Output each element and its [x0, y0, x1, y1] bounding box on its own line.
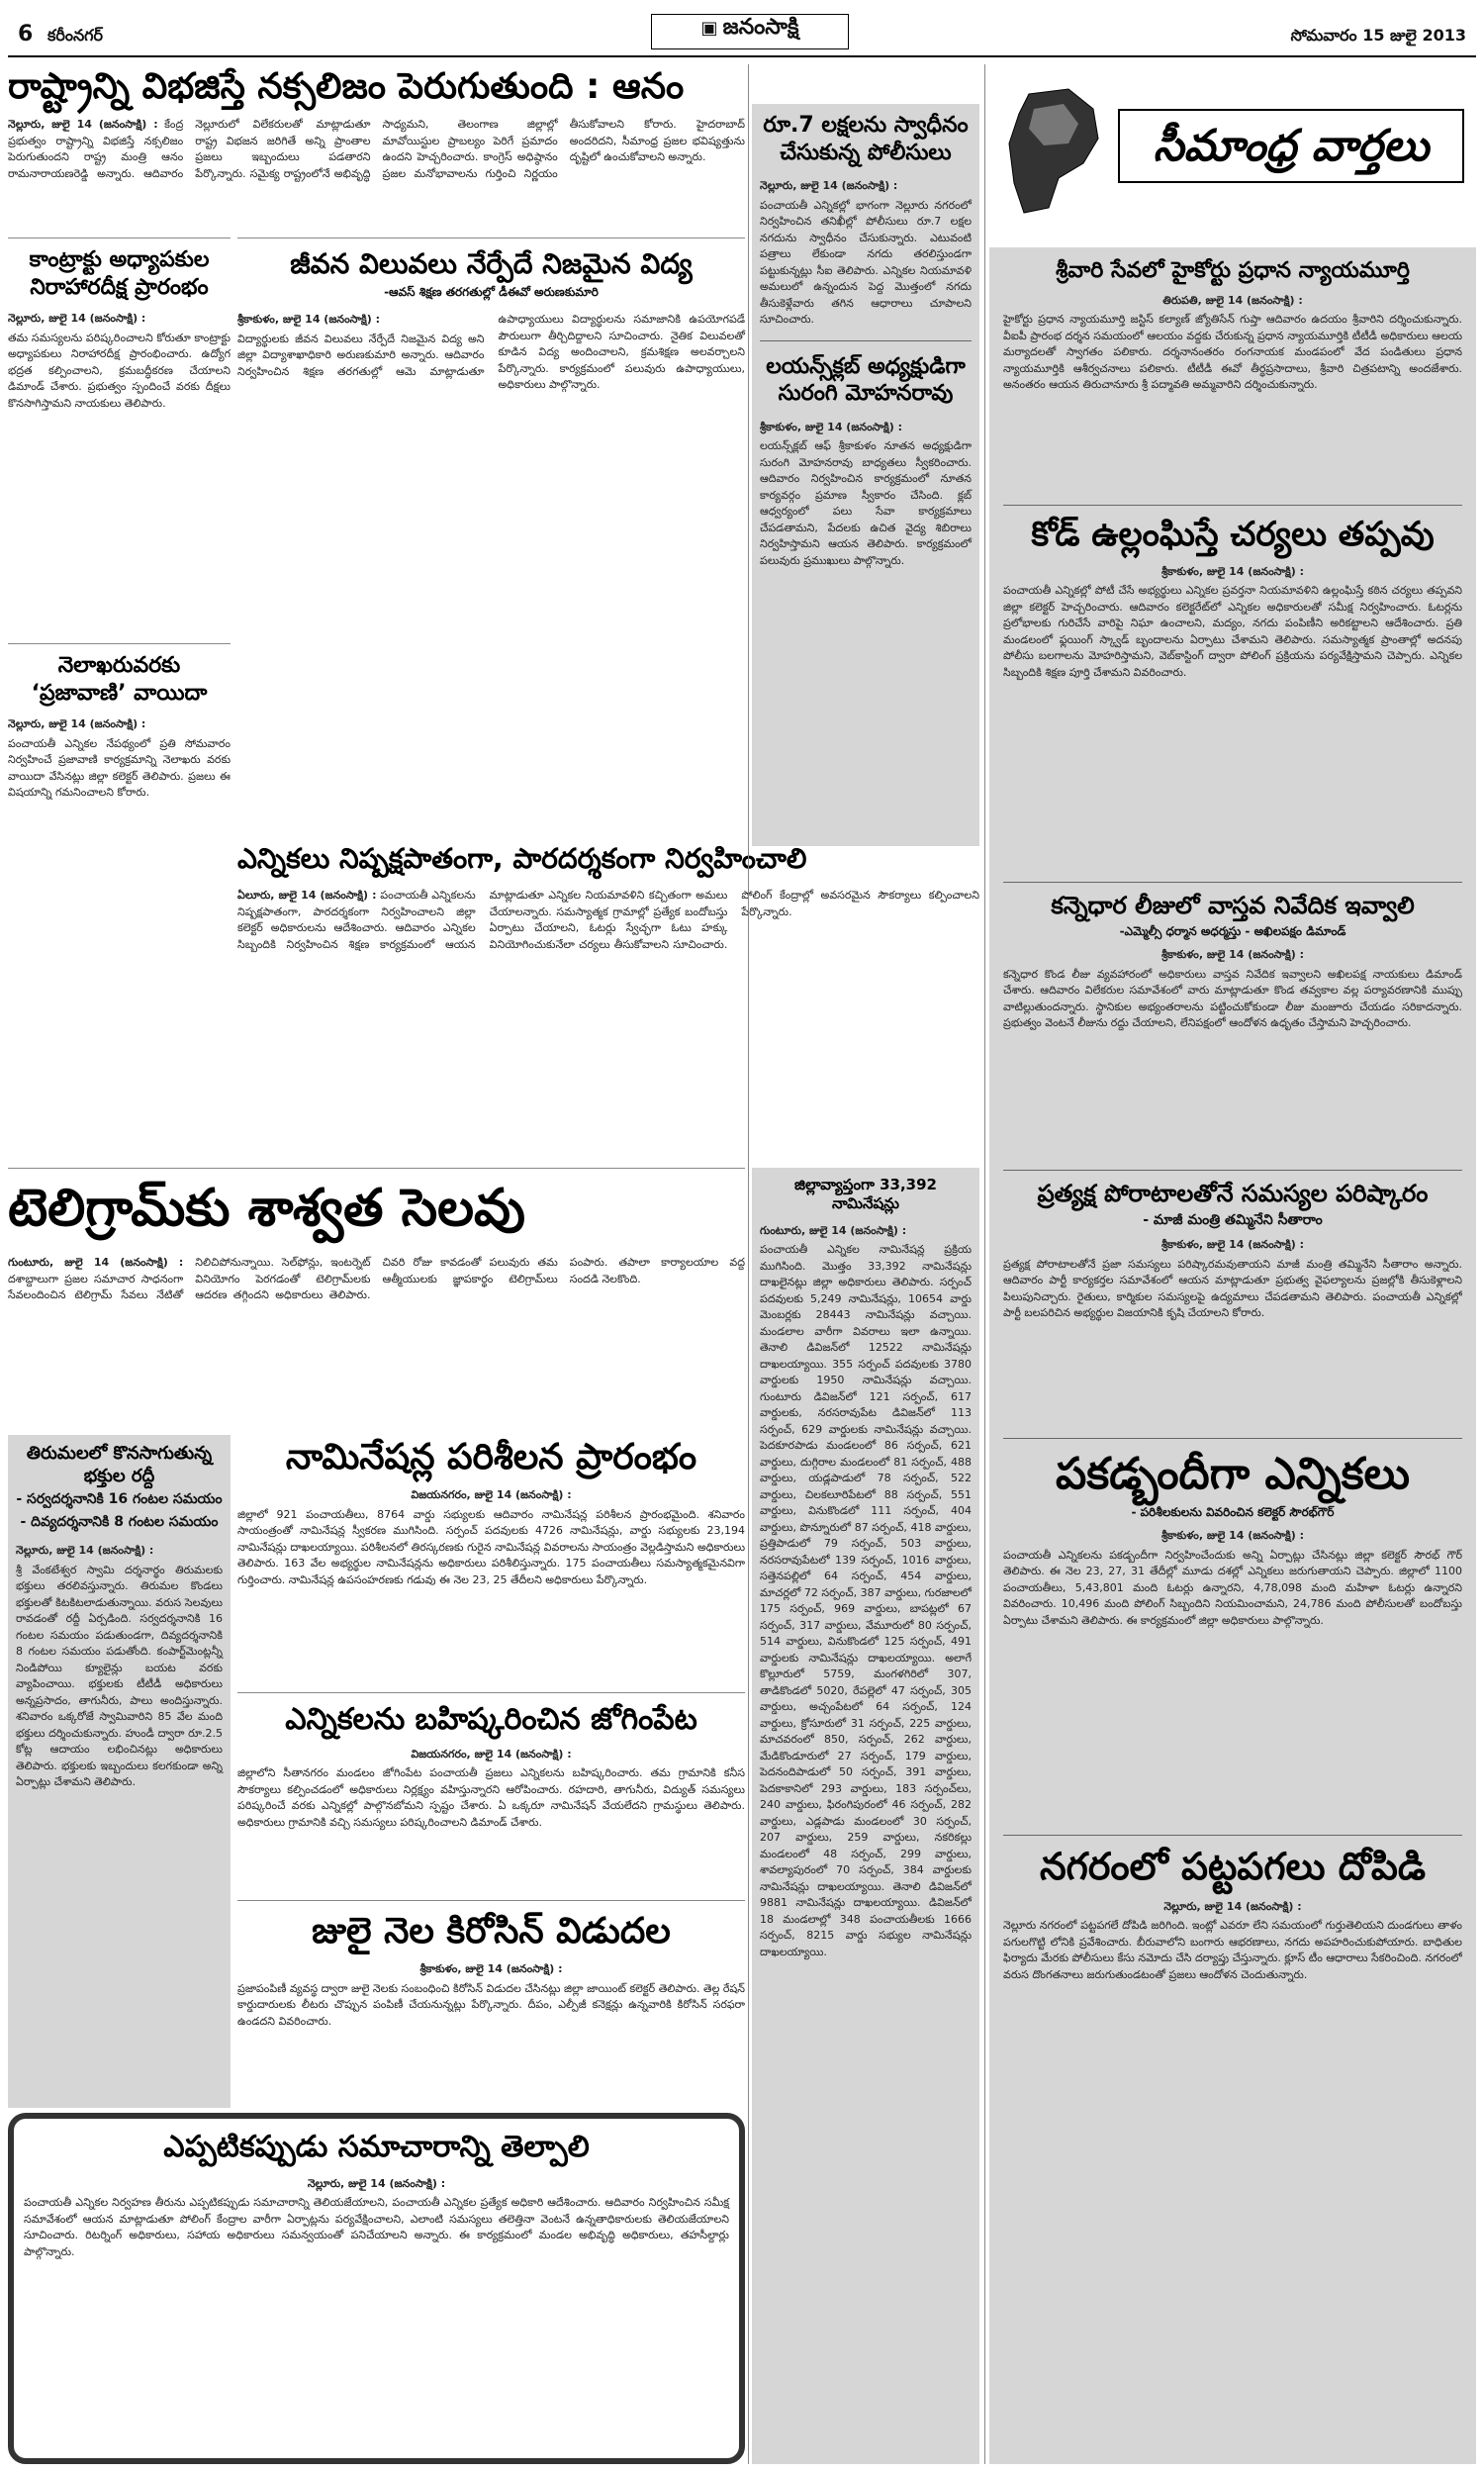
dateline: నెల్లూరు, జులై 14 (జనంసాక్షి) : — [1163, 1899, 1302, 1913]
headline: ఎన్నికలు నిష్పక్షపాతంగా, పారదర్శకంగా నిర్వహించాలి — [237, 842, 807, 875]
article-text: శ్రీ వేంకటేశ్వర స్వామి దర్శనార్థం తిరుమలకు భక్తులు తరలివస్తున్నారు. తిరుమల కొండలు భక్తులతో కిటకిటలాడుతున్నాయి. వరుస సెలవులు రావడంతో రద్దీ ఏర్పడింది. సర్వదర్శనానికి 16 గంటల సమయం పడుతుండగా, దివ్యదర్శనానికి 8 గంటల సమయం పడుతోంది. కంపార్ట్‌మెంట్లన్నీ నిండిపోయి క్యూలైన్లు బయట వరకు వ్యాపించాయి. భక్తులకు టీటీడీ అధికారులు అన్నప్రసాదం, తాగునీరు, పాలు అందిస్తున్నారు. శనివారం ఒక్కరోజే స్వామివారిని 85 వేల మంది భక్తులు దర్శించుకున్నారు. హుండీ ద్వారా రూ.2.5 కోట్ల ఆదాయం లభించినట్లు అధికారులు తెలిపారు. భక్తులకు ఇబ్బందులు కలగకుండా అన్ని ఏర్పాట్లు చేశామని తెలిపారు. — [16, 1563, 223, 1788]
dateline: తిరుపతి, జులై 14 (జనంసాక్షి) : — [1162, 293, 1303, 307]
article-body — [24, 2176, 729, 2261]
headline: టెలిగ్రామ్‌కు శాశ్వత సెలవు — [8, 1179, 525, 1238]
article-tight-elections — [1003, 1439, 1462, 1835]
subheadline-1: - సర్వదర్శనానికి 16 గంటల సమయం — [16, 1491, 223, 1507]
subheadline: -ఆవస్ శిక్షణ తరగతుల్లో డీఈవో అరుణకుమారి — [384, 285, 599, 299]
article-direct-struggles — [1003, 1171, 1462, 1438]
column-divider — [984, 64, 985, 2464]
article-body — [237, 1961, 745, 2030]
masthead — [651, 14, 849, 49]
headline: పకడ్బందీగా ఎన్నికలు — [1055, 1449, 1411, 1499]
headline: జులై నెల కిరోసిన్ విడుదల — [312, 1911, 671, 1951]
article-prajavani — [8, 643, 231, 891]
article-text: జిల్లాలో 921 పంచాయతీలు, 8764 వార్డు సభ్యులకు ఆదివారం నామినేషన్ల పరిశీలన ప్రారంభమైంది. శనివారం సాయంత్రంతో నామినేషన్ల స్వీకరణ ముగిసింది. సర్పంచ్ పదవులకు 4726 నామినేషన్లు, వార్డు సభ్యులకు 23,194 నామినేషన్లు దాఖలయ్యాయి. పరిశీలనలో తిరస్కరణకు గురైన నామినేషన్ల వివరాలను సాయంత్రం వెల్లడిస్తామని అధికారులు తెలిపారు. 163 వేల అభ్యర్థుల నామినేషన్లను అధికారులు పరిశీలిస్తున్నారు. 175 పంచాయతీలు సమస్యాత్మకమైనవిగా గుర్తించారు. నామినేషన్ల ఉపసంహరణకు గడువు ఈ నెల 23, 25 తేదీలని అధికారులు పేర్కొన్నారు. — [237, 1507, 745, 1586]
masthead-title: జనంసాక్షి — [722, 15, 799, 40]
dateline: గుంటూరు, జులై 14 (జనంసాక్షి) : — [8, 1256, 184, 1269]
dateline: నెల్లూరు, జులై 14 (జనంసాక్షి) : — [8, 118, 158, 131]
article-contract-lecturers — [8, 238, 231, 633]
headline: కాంట్రాక్టు అధ్యాపకుల నిరాహారదీక్ష ప్రారంభం — [29, 247, 210, 300]
article-kerosene — [237, 1900, 745, 2098]
article-telegram — [8, 1168, 745, 1415]
article-body — [8, 1255, 745, 1304]
headline: నామినేషన్ల పరిశీలన ప్రారంభం — [285, 1437, 697, 1477]
article-daylight-robbery — [1003, 1836, 1462, 2152]
dateline: నెల్లూరు, జులై 14 (జనంసాక్షి) : — [8, 312, 146, 325]
headline: జీవన విలువలు నేర్పేదే నిజమైన విద్య — [290, 247, 693, 280]
article-body — [1003, 293, 1462, 394]
article-text: తమ సమస్యలను పరిష్కరించాలని కోరుతూ కాంట్రాక్టు అధ్యాపకులు నిరాహారదీక్ష ప్రారంభించారు. ఉద్యోగ భద్రత కల్పించాలని, క్రమబద్ధీకరణ చేయాలని డిమాండ్ చేశారు. ప్రభుత్వం స్పందించే వరకు దీక్షలు కొనసాగిస్తామని నాయకులు తెలిపారు. — [8, 331, 231, 410]
dateline: నెల్లూరు, జులై 14 (జనంసాక్షి) : — [8, 717, 146, 730]
article-high-court-cj — [1003, 257, 1462, 505]
map-shape — [999, 84, 1108, 223]
article-text: పంచాయతీ ఎన్నికల నేపథ్యంలో ప్రతి సోమవారం నిర్వహించే ప్రజావాణి కార్యక్రమాన్ని నెలాఖరు వరకు వాయిదా వేసినట్లు జిల్లా కలెక్టర్ తెలిపారు. ప్రజలు ఈ విషయాన్ని గమనించాలని కోరారు. — [8, 736, 231, 799]
headline: శ్రీవారి సేవలో హైకోర్టు ప్రధాన న్యాయమూర్తి — [1056, 258, 1410, 283]
headline: జిల్లావ్యాప్తంగా 33,392 నామినేషన్లు — [794, 1176, 937, 1212]
headline: తిరుమలలో కొనసాగుతున్న భక్తుల రద్దీ — [26, 1443, 213, 1486]
article-text: పంచాయతీ ఎన్నికలను పకడ్బందీగా నిర్వహించేందుకు అన్ని ఏర్పాట్లు చేసినట్లు జిల్లా కలెక్టర్ సౌరభ్ గౌర్ తెలిపారు. ఈ నెల 23, 27, 31 తేదీల్లో మూడు దశల్లో ఎన్నికలు జరుగుతాయని చెప్పారు. జిల్లాలో 1100 పంచాయతీలు, 5,43,801 మంది ఓటర్లు ఉన్నారని, 4,78,098 మంది మహిళా ఓటర్లు ఉన్నారని వివరించారు. 10,496 మంది పోలింగ్ సిబ్బందిని నియమించామని, 24,786 మంది పోలీసులతో బందోబస్తు ఏర్పాటు చేశామని తెలిపారు. ఈ కార్యక్రమంలో జిల్లా అధికారులు పాల్గొన్నారు. — [1003, 1548, 1462, 1627]
article-naxalism — [8, 64, 745, 228]
article-police-seize — [752, 104, 979, 846]
article-body — [1003, 1899, 1462, 1984]
dateline: శ్రీకాకుళం, జులై 14 (జనంసాక్షి) : — [1160, 1529, 1304, 1542]
article-body — [237, 312, 745, 394]
ap-map-icon — [999, 84, 1108, 223]
article-life-values — [237, 238, 745, 831]
article-text: పంచాయతీ ఎన్నికలను నిష్పక్షపాతంగా, పారదర్శకంగా నిర్వహించాలని జిల్లా కలెక్టర్ అధికారులను ఆదేశించారు. ఆదివారం ఎన్నికల సిబ్బందికి నిర్వహించిన శిక్షణ కార్యక్రమంలో ఆయన మాట్లాడుతూ ఎన్నికల నియమావళిని కచ్చితంగా అమలు చేయాలన్నారు. సమస్యాత్మక గ్రామాల్లో ప్రత్యేక బందోబస్తు ఏర్పాటు చేయాలని, ఓటర్లు స్వేచ్ఛగా ఓటు హక్కు వినియోగించుకునేలా చర్యలు తీసుకోవాలని సూచించారు. పోలింగ్ కేంద్రాల్లో అవసరమైన సౌకర్యాలు కల్పించాలని పేర్కొన్నారు. — [237, 889, 979, 951]
headline: రూ.7 లక్షలను స్వాధీనం చేసుకున్న పోలీసులు — [763, 113, 969, 165]
headline: ఎన్నికలను బహిష్కరించిన జోగింపేట — [285, 1702, 697, 1737]
subheadline: -ఎమ్మెల్సీ ధర్మాన అధర్మస్తు - అఖిలపక్షం డిమాండ్ — [1119, 924, 1346, 938]
article-text: పంచాయతీ ఎన్నికల్లో పోటీ చేసే అభ్యర్థులు ఎన్నికల ప్రవర్తనా నియమావళిని ఉల్లంఘిస్తే కఠిన చర్యలు తప్పవని జిల్లా కలెక్టర్ హెచ్చరించారు. ఆదివారం కలెక్టరేట్‌లో ఎన్నికల అధికారులతో సమీక్ష నిర్వహించారు. ఓటర్లను ప్రలోభాలకు గురిచేసే వారిపై నిఘా ఉంచాలని, మద్యం, నగదు పంపిణీని అరికట్టాలని ఆదేశించారు. ప్రతి మండలంలో ఫ్లయింగ్ స్క్వాడ్ బృందాలను ఏర్పాటు చేశామని తెలిపారు. సమస్యాత్మక ప్రాంతాల్లో అదనపు పోలీసు బలగాలను మోహరిస్తామని, వెబ్‌కాస్టింగ్ ద్వారా పోలింగ్ ప్రక్రియను పర్యవేక్షిస్తామని చెప్పారు. ఎన్నికల సిబ్బందికి శిక్షణ పూర్తి చేశామని వివరించారు. — [1003, 584, 1462, 679]
dateline: నెల్లూరు, జులై 14 (జనంసాక్షి) : — [307, 2176, 446, 2190]
article-text: నెల్లూరు నగరంలో పట్టపగలే దోపిడి జరిగింది. ఇంట్లో ఎవరూ లేని సమయంలో గుర్తుతెలియని దుండగులు తాళం పగులగొట్టి లోనికి ప్రవేశించారు. బీరువాలోని బంగారు ఆభరణాలు, నగదు అపహరించుకుపోయారు. బాధితుల ఫిర్యాదు మేరకు పోలీసులు కేసు నమోదు చేసి దర్యాప్తు చేస్తున్నారు. క్లూస్ టీం ఆధారాలు సేకరించింది. నగరంలో వరుస దొంగతనాలు జరుగుతుండటంతో ప్రజలు ఆందోళన చెందుతున్నారు. — [1003, 1919, 1462, 1981]
article-text: ప్రజాపంపిణీ వ్యవస్థ ద్వారా జులై నెలకు సంబంధించి కిరోసిన్ విడుదల చేసినట్లు జిల్లా జాయింట్ కలెక్టర్ తెలిపారు. తెల్ల రేషన్ కార్డుదారులకు లీటరు చొప్పున పంపిణీ చేయనున్నట్లు పేర్కొన్నారు. దీపం, ఎల్పీజీ కనెక్షన్లు ఉన్నవారికి కిరోసిన్ సరఫరా ఉండదని వివరించారు. — [237, 1981, 745, 2028]
article-body — [8, 311, 231, 412]
subheadline-2: - దివ్యదర్శనానికి 8 గంటల సమయం — [20, 1514, 219, 1530]
article-code-violation — [1003, 506, 1462, 882]
article-body — [8, 716, 231, 802]
dateline: నెల్లూరు, జులై 14 (జనంసాక్షి) : — [760, 179, 898, 192]
article-fair-elections — [237, 841, 979, 1158]
dateline: నెల్లూరు, జులై 14 (జనంసాక్షి) : — [16, 1544, 154, 1557]
article-body — [760, 178, 972, 329]
section-title: సీమాంధ్ర వార్తలు — [1118, 109, 1464, 183]
article-body — [1003, 564, 1462, 682]
dateline: విజయనగరం, జులై 14 (జనంసాక్షి) : — [411, 1747, 572, 1760]
page-header — [8, 8, 1476, 57]
article-kannedhara-lease — [1003, 883, 1462, 1170]
dateline: శ్రీకాకుళం, జులై 14 (జనంసాక్షి) : — [1160, 1238, 1304, 1251]
article-text: హైకోర్టు ప్రధాన న్యాయమూర్తి జస్టిస్ కల్యాణ్ జ్యోతిసేన్ గుప్తా ఆదివారం ఉదయం శ్రీవారిని దర్శించుకున్నారు. వీఐపీ ప్రారంభ దర్శన సమయంలో ఆలయం వద్దకు చేరుకున్న ప్రధాన న్యాయమూర్తికి టీటీడీ అధికారులు ఆలయ మర్యాదలతో స్వాగతం పలికారు. దర్శనానంతరం రంగనాయక మండపంలో వేద పండితులు ప్రధాన న్యాయమూర్తికి ఆశీర్వచనాలు పలికారు. టీటీడీ ఈవో తీర్థప్రసాదాలు, శ్రీవారి చిత్రపటాన్ని అందజేశారు. అనంతరం ఆయన తిరుచానూరు శ్రీ పద్మావతి అమ్మవారిని దర్శించుకున్నారు. — [1003, 313, 1462, 391]
article-text: కేంద్ర ప్రభుత్వం రాష్ట్రాన్ని విభజిస్తే నక్సలిజం పెరుగుతుందని రాష్ట్ర మంత్రి ఆనం రామనారాయణరెడ్డి అన్నారు. ఆదివారం నెల్లూరులో విలేకరులతో మాట్లాడుతూ రాష్ట్ర విభజన జరిగితే అన్ని ప్రాంతాల ప్రజలు ఇబ్బందులు పడతారని పేర్కొన్నారు. సమైక్య రాష్ట్రంలోనే అభివృద్ధి సాధ్యమని, తెలంగాణ జిల్లాల్లో మావోయిస్టుల ప్రాబల్యం పెరిగే ప్రమాదం ఉందని హెచ్చరించారు. కాంగ్రెస్ అధిష్ఠానం ప్రజల మనోభావాలను గుర్తించి నిర్ణయం తీసుకోవాలని కోరారు. హైదరాబాద్ అందరిదని, సీమాంధ్ర ప్రజల భవిష్యత్తును దృష్టిలో ఉంచుకోవాలని అన్నారు. — [8, 118, 745, 180]
dateline: ఏలూరు, జులై 14 (జనంసాక్షి) : — [237, 889, 377, 902]
article-text: దశాబ్దాలుగా ప్రజల సమాచార సాధనంగా సేవలందించిన టెలిగ్రామ్ సేవలు నేటితో నిలిచిపోనున్నాయి. సెల్‌ఫోన్లు, ఇంటర్నెట్ వినియోగం పెరగడంతో టెలిగ్రామ్‌లకు ఆదరణ తగ్గిందని అధికారులు తెలిపారు. చివరి రోజు కావడంతో పలువురు తమ ఆత్మీయులకు జ్ఞాపకార్థం టెలిగ్రామ్‌లు పంపారు. తపాలా కార్యాలయాల వద్ద సందడి నెలకొంది. — [8, 1256, 745, 1301]
dateline: గుంటూరు, జులై 14 (జనంసాక్షి) : — [760, 1223, 907, 1237]
article-text: లయన్స్‌క్లబ్ ఆఫ్ శ్రీకాకుళం నూతన అధ్యక్షుడిగా సురంగి మోహనరావు బాధ్యతలు స్వీకరించారు. ఆదివారం నిర్వహించిన కార్యక్రమంలో నూతన కార్యవర్గం ప్రమాణ స్వీకారం చేసింది. క్లబ్ ఆధ్వర్యంలో పలు సేవా కార్యక్రమాలు చేపడతామని, పేదలకు ఉచిత వైద్య శిబిరాలు నిర్వహిస్తామని ఆయన తెలిపారు. కార్యక్రమంలో పలువురు ప్రముఖులు పాల్గొన్నారు. — [760, 439, 972, 567]
page-number: 6 — [18, 22, 34, 47]
article-text: పంచాయతీ ఎన్నికల్లో భాగంగా నెల్లూరు నగరంలో నిర్వహించిన తనిఖీల్లో పోలీసులు రూ.7 లక్షల నగదును స్వాధీనం చేసుకున్నారు. ఎటువంటి పత్రాలు లేకుండా నగదు తరలిస్తుండగా పట్టుకున్నట్లు సీఐ తెలిపారు. ఎన్నికల నియమావళి అమలులో ఉన్నందున పెద్ద మొత్తంలో నగదు తీసుకెళ్లేవారు తగిన ఆధారాలు చూపాలని సూచించారు. — [760, 198, 972, 326]
article-text: కన్నెధార కొండ లీజు వ్యవహారంలో అధికారులు వాస్తవ నివేదిక ఇవ్వాలని అఖిలపక్ష నాయకులు డిమాండ్ చేశారు. ఆదివారం విలేకరుల సమావేశంలో వారు మాట్లాడుతూ కొండ తవ్వకాల వల్ల పర్యావరణానికి ముప్పు వాటిల్లుతుందన్నారు. స్థానికుల అభ్యంతరాలను పట్టించుకోకుండా లీజు మంజూరు చేయడం సరికాదన్నారు. ప్రభుత్వం వెంటనే లీజును రద్దు చేయాలని, లేనిపక్షంలో ఆందోళన ఉధృతం చేస్తామని హెచ్చరించారు. — [1003, 967, 1462, 1029]
article-text: విద్యార్థులకు జీవన విలువలు నేర్పేదే నిజమైన విద్య అని జిల్లా విద్యాశాఖాధికారి అరుణకుమారి అన్నారు. ఆదివారం నిర్వహించిన శిక్షణ తరగతుల్లో ఆమె మాట్లాడుతూ ఉపాధ్యాయులు విద్యార్థులను సమాజానికి ఉపయోగపడే పౌరులుగా తీర్చిదిద్దాలని సూచించారు. నైతిక విలువలతో కూడిన విద్య అందించాలని, క్రమశిక్షణ అలవర్చాలని పేర్కొన్నారు. కార్యక్రమంలో పలువురు ఉపాధ్యాయులు, అధికారులు పాల్గొన్నారు. — [237, 313, 745, 391]
headline: ప్రత్యక్ష పోరాటాలతోనే సమస్యల పరిష్కారం — [1037, 1180, 1429, 1207]
dateline: విజయనగరం, జులై 14 (జనంసాక్షి) : — [411, 1488, 572, 1501]
article-body — [760, 420, 972, 570]
article-body — [237, 1487, 745, 1588]
article-nominations-33392 — [752, 1168, 979, 2464]
headline: నెలాఖరువరకు ‘ప్రజావాణి’ వాయిదా — [31, 653, 208, 706]
subheadline: - మాజీ మంత్రి తమ్మినేని సీతారాం — [1143, 1212, 1323, 1228]
column-divider — [748, 64, 749, 2464]
headline-lions: లయన్స్‌క్లబ్ అధ్యక్షుడిగా సురంగి మోహనరావు — [766, 353, 966, 406]
masthead-logo-icon: ▣ — [700, 18, 718, 39]
dateline: శ్రీకాకుళం, జులై 14 (జనంసాక్షి) : — [419, 1962, 563, 1975]
article-body — [237, 1747, 745, 1832]
article-text: పంచాయతీ ఎన్నికల నామినేషన్ల ప్రక్రియ ముగిసింది. మొత్తం 33,392 నామినేషన్లు దాఖలైనట్లు జిల్లా అధికారులు తెలిపారు. సర్పంచ్ పదవులకు 5,249 నామినేషన్లు, 10654 వార్డు మెంబర్లకు 28443 నామినేషన్లు వచ్చాయి. మండలాల వారీగా వివరాలు ఇలా ఉన్నాయి. తెనాలి డివిజన్‌లో 12522 నామినేషన్లు దాఖలయ్యాయి. 355 సర్పంచ్ పదవులకు 3780 వార్డులకు 1950 నామినేషన్లు వచ్చాయి. గుంటూరు డివిజన్‌లో 121 సర్పంచ్, 617 వార్డులకు, నరసరావుపేట డివిజన్‌లో 113 సర్పంచ్, 629 వార్డులకు నామినేషన్లు వచ్చాయి. పెదకూరపాడు మండలంలో 86 సర్పంచ్, 621 వార్డులు, దుగ్గిరాల మండలంలో 81 సర్పంచ్, 488 వార్డులు, యడ్లపాడులో 78 సర్పంచ్, 522 వార్డులు, చిలకలూరిపేటలో 88 సర్పంచ్, 551 వార్డులు, వినుకొండలో 111 సర్పంచ్, 404 వార్డులు, పొన్నూరులో 87 సర్పంచ్, 418 వార్డులు, ప్రత్తిపాడులో 79 సర్పంచ్, 503 వార్డులు, నరసరావుపేటలో 139 సర్పంచ్, 1016 వార్డులు, సత్తెనపల్లిలో 64 సర్పంచ్, 454 వార్డులు, మాచర్లలో 72 సర్పంచ్, 387 వార్డులు, గురజాలలో 175 సర్పంచ్, 969 వార్డులు, బాపట్లలో 67 సర్పంచ్, 317 వార్డులు, వేమూరులో 80 సర్పంచ్, 514 వార్డులు, వినుకొండలో 125 సర్పంచ్, 491 వార్డులకు నామినేషన్లు దాఖలయ్యాయి. అలాగే కొల్లూరులో 5759, మంగళగిరిలో 307, తాడికొండలో 5020, రేపల్లెలో 47 సర్పంచ్, 305 వార్డులు, అచ్చంపేటలో 64 సర్పంచ్, 124 వార్డులు, క్రోసూరులో 31 సర్పంచ్, 225 వార్డులు, మాచవరంలో 850, సర్పంచ్, 262 వార్డులు, మేడికొండూరులో 27 సర్పంచ్, 179 వార్డులు, పెదనందిపాడులో 50 సర్పంచ్, 391 వార్డులు, పెదకాకానిలో 293 వార్డులు, 183 సర్పంచ్‌లు, 240 వార్డులు, ఫిరంగిపురంలో 46 సర్పంచ్, 282 వార్డులు, ఎడ్లపాడు మండలంలో 30 సర్పంచ్, 207 వార్డులు, 259 వార్డులు, నకరికల్లు మండలంలో 48 సర్పంచ్, 299 వార్డులు, శావల్యాపురంలో 70 సర్పంచ్, 384 వార్డులకు నామినేషన్లు దాఖలయ్యాయి. తెనాలి డివిజన్‌లో 9881 నామినేషన్లు దాఖలయ్యాయి. డివిజన్‌లో 18 మండలాల్లో 348 పంచాయతీలకు 1666 సర్పంచ్, 8215 వార్డు సభ్యుల నామినేషన్లు దాఖలయ్యాయి. — [760, 1243, 972, 1958]
article-body — [760, 1223, 972, 1961]
article-body — [1003, 947, 1462, 1032]
headline: రాష్ట్రాన్ని విభజిస్తే నక్సలిజం పెరుగుతుంది : ఆనం — [8, 66, 685, 107]
article-tirumala-rush — [8, 1435, 231, 2108]
article-nomination-scrutiny — [237, 1435, 745, 1682]
dateline: శ్రీకాకుళం, జులై 14 (జనంసాక్షి) : — [237, 313, 381, 326]
dateline: శ్రీకాకుళం, జులై 14 (జనంసాక్షి) : — [760, 420, 903, 433]
article-body — [237, 888, 979, 953]
sidebar-news — [989, 247, 1476, 2464]
page-date: సోమవారం 15 జులై 2013 — [1290, 26, 1466, 45]
article-body — [8, 117, 745, 182]
headline: కన్నెధార లీజులో వాస్తవ నివేదిక ఇవ్వాలి — [1051, 892, 1415, 919]
dateline: శ్రీకాకుళం, జులై 14 (జనంసాక్షి) : — [1160, 948, 1304, 961]
district-label: కరీంనగర్ — [47, 26, 104, 45]
subheadline: - పరిశీలకులను వివరించిన కలెక్టర్ సౌరభ్‌గౌర్ — [1131, 1505, 1335, 1519]
headline: ఎప్పటికప్పుడు సమాచారాన్ని తెల్పాలి — [163, 2130, 590, 2164]
article-body — [16, 1543, 223, 1791]
dateline: శ్రీకాకుళం, జులై 14 (జనంసాక్షి) : — [1160, 564, 1304, 578]
seemandhra-banner — [989, 64, 1476, 238]
headline: నగరంలో పట్టపగలు దోపిడి — [1039, 1845, 1426, 1888]
article-jogimpeta-boycott — [237, 1692, 745, 1890]
article-body — [1003, 1528, 1462, 1629]
article-body — [1003, 1237, 1462, 1322]
article-text: జిల్లాలోని సీతానగరం మండలం జోగింపేట పంచాయతీ ప్రజలు ఎన్నికలను బహిష్కరించారు. తమ గ్రామానికి కనీస సౌకర్యాలు కల్పించడంలో అధికారులు నిర్లక్ష్యం వహిస్తున్నారని ఆరోపించారు. రహదారి, తాగునీరు, విద్యుత్ సమస్యలు పరిష్కరించే వరకు ఎన్నికల్లో పాల్గొనబోమని స్పష్టం చేశారు. ఏ ఒక్కరూ నామినేషన్ వేయలేదని గ్రామస్థులు తెలిపారు. అధికారులు గ్రామానికి వచ్చి సమస్యలు పరిష్కరించాలని డిమాండ్ చేశారు. — [237, 1766, 745, 1829]
headline: కోడ్ ఉల్లంఘిస్తే చర్యలు తప్పవు — [1031, 515, 1435, 554]
article-timely-info — [8, 2113, 745, 2464]
article-text: ప్రత్యక్ష పోరాటాలతోనే ప్రజా సమస్యలు పరిష్కారమవుతాయని మాజీ మంత్రి తమ్మినేని సీతారాం అన్నారు. ఆదివారం పార్టీ కార్యకర్తల సమావేశంలో ఆయన మాట్లాడుతూ ప్రభుత్వ వైఫల్యాలను ప్రజల్లోకి తీసుకెళ్లాలని పిలుపునిచ్చారు. రైతులు, కార్మికుల సమస్యలపై ఉద్యమాలు చేపడతామని తెలిపారు. పంచాయతీ ఎన్నికల్లో పార్టీ బలపరిచిన అభ్యర్థుల విజయానికి కృషి చేయాలని కోరారు. — [1003, 1257, 1462, 1319]
article-text: పంచాయతీ ఎన్నికల నిర్వహణ తీరును ఎప్పటికప్పుడు సమాచారాన్ని తెలియజేయాలని, పంచాయతీ ఎన్నికల ప్రత్యేక అధికారి ఆదేశించారు. ఆదివారం నిర్వహించిన సమీక్ష సమావేశంలో ఆయన మాట్లాడుతూ పోలింగ్ కేంద్రాల వారీగా ఏర్పాట్లను పర్యవేక్షించాలని, ఎలాంటి సమస్యలు తలెత్తినా వెంటనే ఉన్నతాధికారులకు తెలియజేయాలని సూచించారు. రిటర్నింగ్ అధికారులు, సహాయ అధికారులు సమన్వయంతో పనిచేయాలని అన్నారు. ఈ కార్యక్రమంలో మండల అభివృద్ధి అధికారులు, తహసీల్దార్లు పాల్గొన్నారు. — [24, 2196, 729, 2258]
